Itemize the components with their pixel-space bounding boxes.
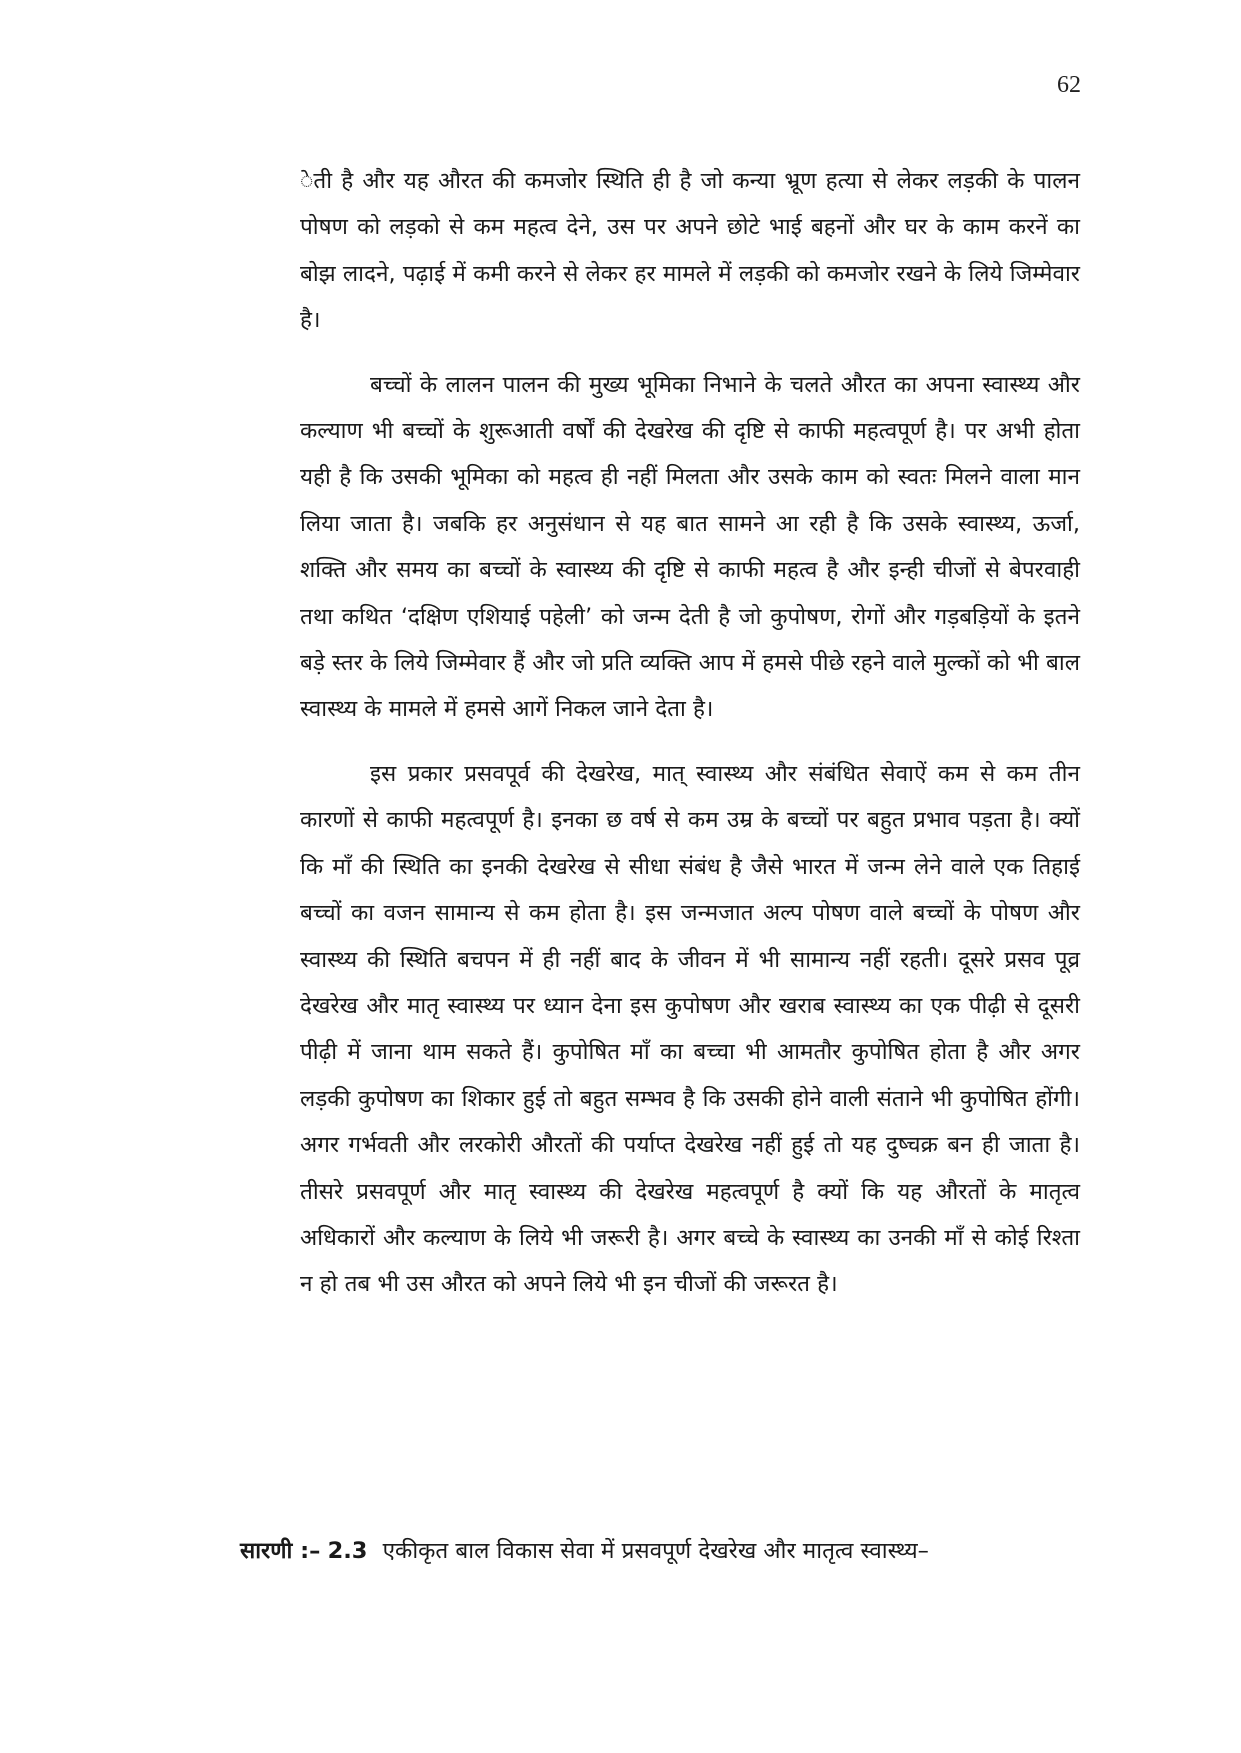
table-caption-label: सारणी :– (240, 1538, 321, 1564)
paragraph-1: ेती है और यह औरत की कमजोर स्थिति ही है जो कन्या भ्रूण हत्या से लेकर लड़की के पालन पोषण को लड़को से कम महत्व देने, उस पर अपने छोटे भाई बहनों और घर के काम करनें का बोझ लादने, पढ़ाई में कमी करने से लेकर हर मामले में लड़की को कमजोर रखने के लिये जिम्मेवार है। (300, 168, 1080, 334)
table-caption-text: एकीकृत बाल विकास सेवा में प्रसवपूर्ण देखरेख और मातृत्व स्वास्थ्य– (382, 1538, 929, 1564)
table-caption (240, 1528, 1080, 1574)
page-number: 62 (1057, 72, 1081, 98)
document-body (300, 158, 1080, 1322)
paragraph-2: बच्चों के लालन पालन की मुख्य भूमिका निभाने के चलते औरत का अपना स्वास्थ्य और कल्याण भी बच्चों के शुरूआती वर्षों की देखरेख की दृष्टि से काफी महत्वपूर्ण है। पर अभी होता यही है कि उसकी भूमिका को महत्व ही नहीं मिलता और उसके काम को स्वतः मिलने वाला मान लिया जाता है। जबकि हर अनुसंधान से यह बात सामने आ रही है कि उसके स्वास्थ्य, ऊर्जा, शक्ति और समय का बच्चों के स्वास्थ्य की दृष्टि से काफी महत्व है और इन्ही चीजों से बेपरवाही तथा कथित ‘दक्षिण एशियाई पहेली’ को जन्म देती है जो कुपोषण, रोगों और गड़बड़ियों के इतने बड़े स्तर के लिये जिम्मेवार हैं और जो प्रति व्यक्ति आप में हमसे पीछे रहने वाले मुल्कों को भी बाल स्वास्थ्य के मामले में हमसे आगें निकल जाने देता है। (300, 371, 1080, 723)
table-caption-number: 2.3 (327, 1538, 368, 1564)
paragraph-3: इस प्रकार प्रसवपूर्व की देखरेख, मात् स्वास्थ्य और संबंधित सेवाऐं कम से कम तीन कारणों से काफी महत्वपूर्ण है। इनका छ वर्ष से कम उम्र के बच्चों पर बहुत प्रभाव पड़ता है। क्यों कि माँ की स्थिति का इनकी देखरेख से सीधा संबंध है जैसे भारत में जन्म लेने वाले एक तिहाई बच्चों का वजन सामान्य से कम होता है। इस जन्मजात अल्प पोषण वाले बच्चों के पोषण और स्वास्थ्य की स्थिति बचपन में ही नहीं बाद के जीवन में भी सामान्य नहीं रहती। दूसरे प्रसव पूव्र देखरेख और मातृ स्वास्थ्य पर ध्यान देना इस कुपोषण और खराब स्वास्थ्य का एक पीढ़ी से दूसरी पीढ़ी में जाना थाम सकते हैं। कुपोषित माँ का बच्चा भी आमतौर कुपोषित होता है और अगर लड़की कुपोषण का शिकार हुई तो बहुत सम्भव है कि उसकी होने वाली संताने भी कुपोषित होंगी। अगर गर्भवती और लरकोरी औरतों की पर्याप्त देखरेख नहीं हुई तो यह दुष्चक्र बन ही जाता है। तीसरे प्रसवपूर्ण और मातृ स्वास्थ्य की देखरेख महत्वपूर्ण है क्यों कि यह औरतों के मातृत्व अधिकारों और कल्याण के लिये भी जरूरी है। अगर बच्चे के स्वास्थ्य का उनकी माँ से कोई रिश्ता न हो तब भी उस औरत को अपने लिये भी इन चीजों की जरूरत है। (300, 760, 1080, 1298)
